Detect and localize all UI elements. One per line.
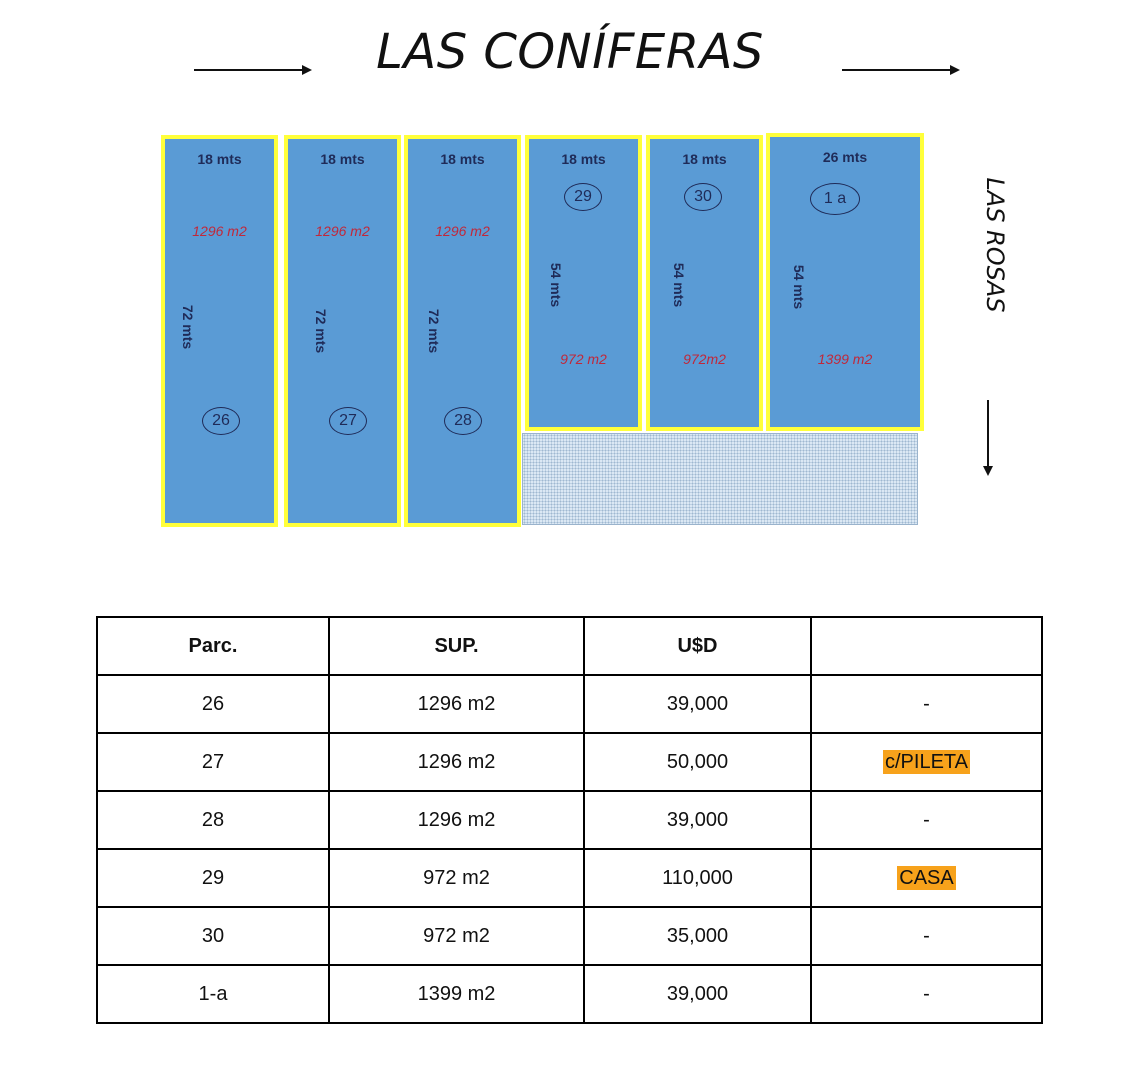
lot-width-label: 26 mts [822,149,868,165]
lot-width-label: 18 mts [320,151,365,167]
parc-cell: 29 [97,849,329,907]
price-cell: 39,000 [584,675,811,733]
lot-number-badge: 30 [684,183,722,211]
parc-cell: 27 [97,733,329,791]
table-row [97,965,1042,1023]
lot-26 [161,135,278,527]
price-table [96,616,1043,1024]
lot-number-badge: 26 [202,407,240,435]
price-cell: 39,000 [584,965,811,1023]
lot-area-label: 1399 m2 [817,351,873,367]
lot-width-label: 18 mts [561,151,606,167]
arrow-right-icon [842,62,962,78]
sup-cell: 1296 m2 [329,791,584,849]
table-row [97,907,1042,965]
lot-number-badge: 27 [329,407,367,435]
lot-1a [766,133,924,431]
reserved-area [522,433,918,525]
parc-cell: 1-a [97,965,329,1023]
lot-width-label: 18 mts [682,151,727,167]
price-cell: 39,000 [584,791,811,849]
sup-cell: 972 m2 [329,849,584,907]
note-cell: - [811,675,1042,733]
lot-area-label: 1296 m2 [192,223,247,239]
lot-depth-label: 54 mts [671,262,687,308]
note-cell: - [811,907,1042,965]
lot-depth-label: 72 mts [180,304,196,350]
lot-area-label: 972m2 [683,351,726,367]
lot-width-label: 18 mts [197,151,242,167]
note-cell: - [811,965,1042,1023]
col-header-parc: Parc. [97,617,329,675]
lot-area-label: 1296 m2 [315,223,370,239]
col-header-sup: SUP. [329,617,584,675]
lot-depth-label: 54 mts [548,262,564,308]
parc-cell: 30 [97,907,329,965]
note-cell: - [811,791,1042,849]
note-cell [811,849,1042,907]
street-name-top: LAS CONÍFERAS [376,24,764,80]
price-cell: 35,000 [584,907,811,965]
lot-28 [404,135,521,527]
lot-number-badge: 28 [444,407,482,435]
col-header-usd: U$D [584,617,811,675]
table-row [97,675,1042,733]
lot-27 [284,135,401,527]
lot-depth-label: 54 mts [791,264,807,310]
table-row [97,849,1042,907]
sup-cell: 972 m2 [329,907,584,965]
lot-depth-label: 72 mts [426,308,442,354]
lot-area-label: 972 m2 [560,351,607,367]
sup-cell: 1296 m2 [329,733,584,791]
lot-width-label: 18 mts [440,151,485,167]
arrow-right-icon [194,62,314,78]
note-tag-pileta: c/PILETA [885,750,968,773]
sup-cell: 1296 m2 [329,675,584,733]
note-cell [811,733,1042,791]
lot-29 [525,135,642,431]
note-tag-casa: CASA [899,866,954,889]
sup-cell: 1399 m2 [329,965,584,1023]
street-name-right: LAS ROSAS [981,177,1009,313]
lot-number-badge: 1 a [810,183,860,215]
price-cell: 50,000 [584,733,811,791]
lot-area-label: 1296 m2 [435,223,490,239]
arrow-down-icon [980,400,996,480]
lot-number-badge: 29 [564,183,602,211]
parc-cell: 26 [97,675,329,733]
col-header-note [811,617,1042,675]
table-header-row [97,617,1042,675]
lot-depth-label: 72 mts [313,308,329,354]
parc-cell: 28 [97,791,329,849]
price-cell: 110,000 [584,849,811,907]
table-row [97,733,1042,791]
lot-30 [646,135,763,431]
table-row [97,791,1042,849]
